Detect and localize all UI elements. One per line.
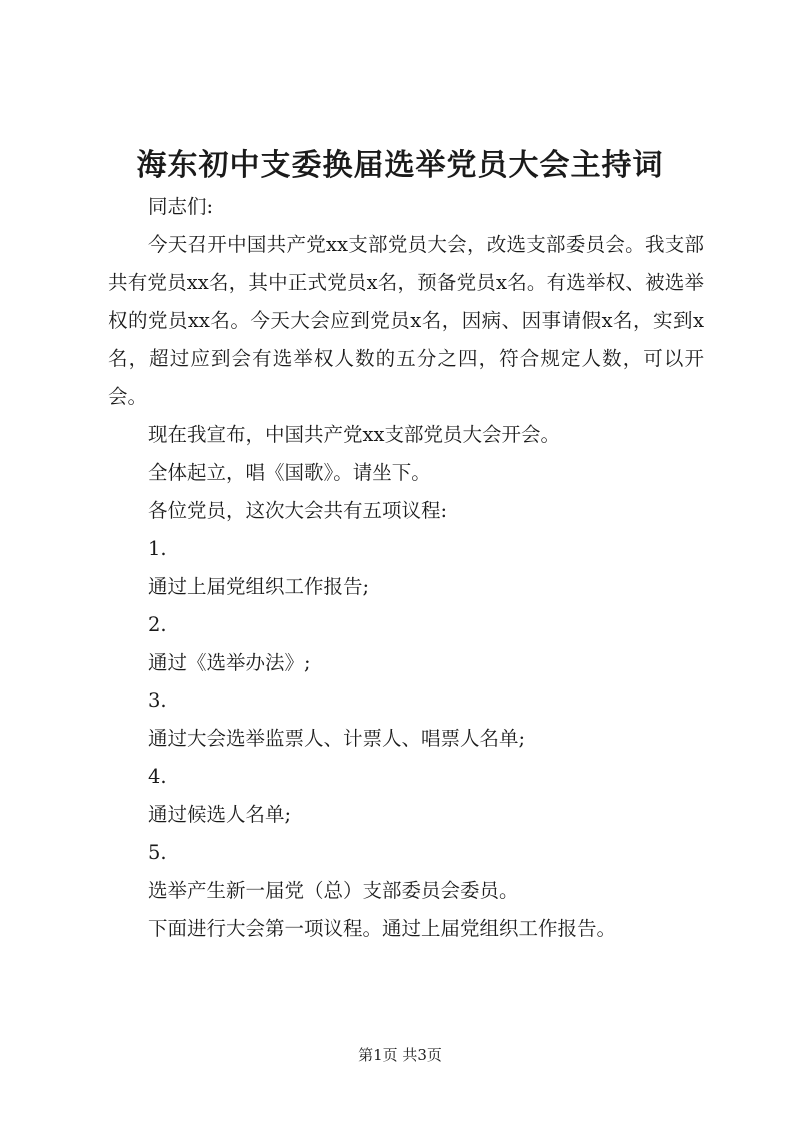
page-footer: 第1页 共3页 [358,1046,442,1064]
agenda-number-5: 5. [148,841,167,864]
agenda-number-3: 3. [148,689,167,712]
agenda-number-1: 1. [148,537,167,560]
agenda-number-4: 4. [148,765,167,788]
agenda-number-2: 2. [148,613,167,636]
agenda-item-2: 通过《选举办法》; [148,651,311,674]
paragraph-announcement: 现在我宣布，中国共产党xx支部党员大会开会。 [148,423,560,446]
paragraph-first-item: 下面进行大会第一项议程。通过上届党组织工作报告。 [148,917,617,940]
agenda-item-4: 通过候选人名单; [148,803,292,826]
document-title: 海东初中支委换届选举党员大会主持词 [136,148,664,183]
agenda-item-5: 选举产生新一届党（总）支部委员会委员。 [148,879,519,902]
paragraph-agenda-intro: 各位党员，这次大会共有五项议程: [148,499,448,522]
agenda-item-3: 通过大会选举监票人、计票人、唱票人名单; [148,727,526,750]
paragraph-greeting: 同志们: [148,195,214,218]
document-body [108,188,704,948]
agenda-item-1: 通过上届党组织工作报告; [148,575,370,598]
paragraph-anthem: 全体起立，唱《国歌》。请坐下。 [148,461,431,484]
paragraph-opening: 今天召开中国共产党xx支部党员大会，改选支部委员会。我支部共有党员xx名，其中正式党员x名，预备党员x名。有选举权、被选举权的党员xx名。今天大会应到党员x名，因病、因事请假x名，实到x名，超过应到会有选举权人数的五分之四，符合规定人数，可以开会。 [108,233,704,408]
